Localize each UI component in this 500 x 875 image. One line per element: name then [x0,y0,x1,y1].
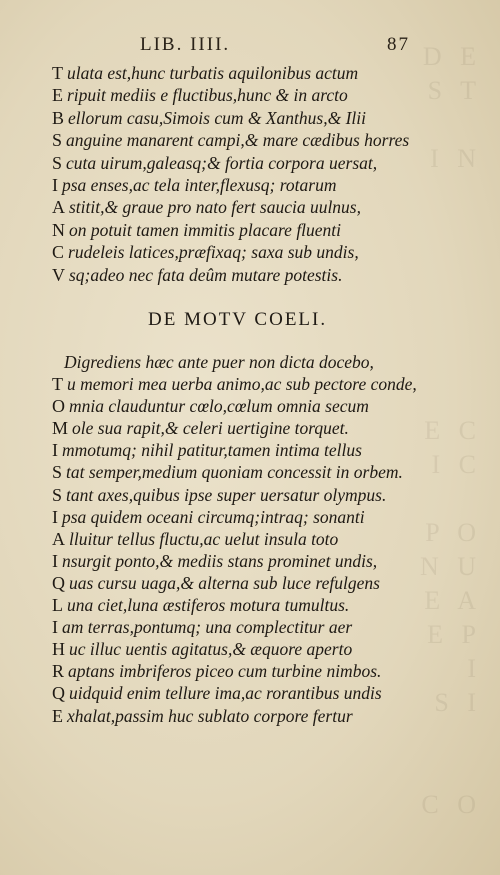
show-through-text: D E S T I N E C I C P O N U E A E P I S I C O [419,42,482,819]
verse-line: S tant axes,quibus ipse super uersatur olympus. [52,484,387,505]
verse-line: C rudeleis latices,præfixaq; saxa sub undis, [52,242,359,263]
verse-line: M ole sua rapit,& celeri uertigine torquet. [52,418,349,439]
verse-line: O mnia clauduntur cœlo,cœlum omnia secum [52,396,369,417]
verse-line: I mmotumq; nihil patitur,tamen intima tellus [52,440,362,461]
verse-line: V sq;adeo nec fata deûm mutare potestis. [52,264,343,285]
verse-line: A stitit,& graue pro nato fert saucia uulnus, [52,197,361,218]
verse-line: I am terras,pontumq; una complectitur aer [52,617,353,638]
verse-line: E xhalat,passim huc sublato corpore fertur [52,705,353,726]
verse-line: A lluitur tellus fluctu,ac uelut insula toto [52,528,339,549]
running-head: LIB. IIII. [140,34,231,55]
section-heading: DE MOTV COELI. [148,309,328,330]
verse-line: Q uas cursu uaga,& alterna sub luce refulgens [52,572,380,593]
verse-block-1 [52,62,422,286]
verse-line: E ripuit mediis e fluctibus,hunc & in arcto [52,85,348,106]
verse-line: I nsurgit ponto,& mediis stans prominet undis, [52,550,378,571]
verse-line: S cuta uirum,galeasq;& fortia corpora uersat, [52,152,378,173]
verse-line: S anguine manarent campi,& mare cædibus horres [52,130,410,151]
verse-line: T u memori mea uerba animo,ac sub pectore conde, [52,374,417,395]
verse-line: R aptans imbriferos piceo cum turbine nimbos. [52,661,382,682]
verse-line: I psa quidem oceani circumq;intraq; sonanti [52,506,365,527]
verse-line: N on potuit tamen immitis placare fluenti [52,219,342,240]
verse-block-2 [52,351,422,727]
verse-line: H uc illuc uentis agitatus,& æquore aperto [52,639,353,660]
verse-line: Q uidquid enim tellure ima,ac rorantibus undis [52,683,382,704]
verse-line: L una ciet,luna æstiferos motura tumultus. [52,595,350,616]
page-number: 87 [387,34,410,55]
verse-line: I psa enses,ac tela inter,flexusq; rotarum [52,175,337,196]
verse-line: T ulata est,hunc turbatis aquilonibus actum [52,63,359,83]
verse-line: B ellorum casu,Simois cum & Xanthus,& Ilii [52,107,366,128]
verse-line: S tat semper,medium quoniam concessit in orbem. [52,462,403,483]
verse-line: Digrediens hæc ante puer non dicta docebo, [64,352,374,372]
page-header [140,34,410,58]
